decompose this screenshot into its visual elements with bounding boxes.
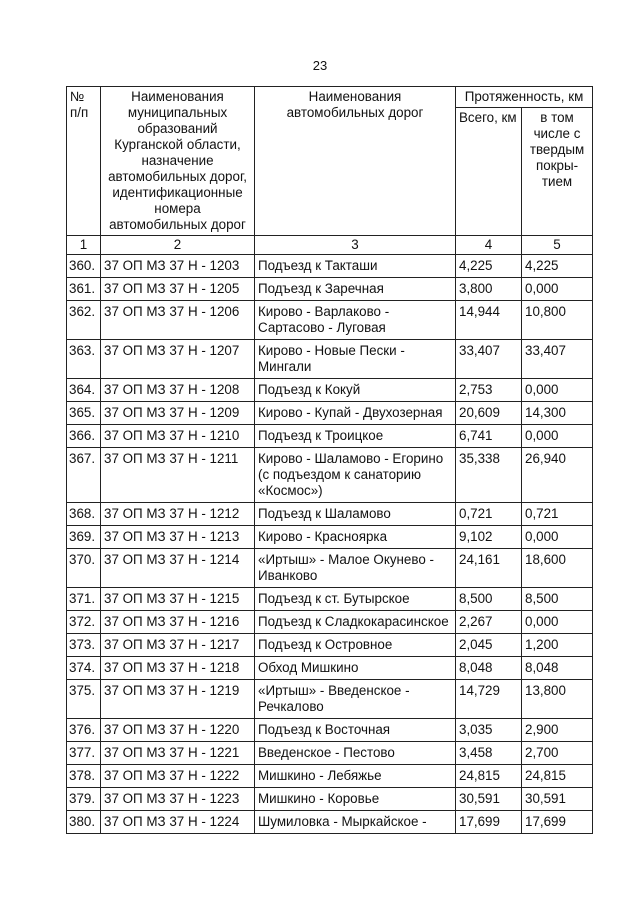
length-total: 3,458 [456,742,522,765]
length-total: 3,035 [456,719,522,742]
column-index-row [67,236,593,255]
table-row [67,340,593,379]
length-hard-surface: 14,300 [522,402,593,425]
table-body [67,255,593,834]
length-hard-surface: 2,700 [522,742,593,765]
road-name: Обход Мишкино [255,657,456,680]
length-total: 3,800 [456,278,522,301]
road-name: Шумиловка - Мыркайское - [255,811,456,834]
length-total: 4,225 [456,255,522,278]
road-name: Подъезд к Шаламово [255,503,456,526]
column-index: 1 [67,236,101,255]
road-name: Кирово - Красноярка [255,526,456,549]
length-hard-surface: 2,900 [522,719,593,742]
row-number: 372. [67,611,101,634]
road-code: 37 ОП МЗ 37 Н - 1221 [101,742,255,765]
length-total: 17,699 [456,811,522,834]
road-code: 37 ОП МЗ 37 Н - 1213 [101,526,255,549]
row-number: 376. [67,719,101,742]
length-hard-surface: 8,048 [522,657,593,680]
length-total: 2,267 [456,611,522,634]
road-code: 37 ОП МЗ 37 Н - 1216 [101,611,255,634]
table-row [67,448,593,503]
table-row [67,634,593,657]
length-hard-surface: 0,000 [522,526,593,549]
length-hard-surface: 1,200 [522,634,593,657]
table-row [67,526,593,549]
road-name: Подъезд к Троицкое [255,425,456,448]
length-total: 8,500 [456,588,522,611]
table-row [67,588,593,611]
road-code: 37 ОП МЗ 37 Н - 1207 [101,340,255,379]
length-hard-surface: 0,721 [522,503,593,526]
table-row [67,549,593,588]
table-row [67,301,593,340]
row-number: 370. [67,549,101,588]
road-code: 37 ОП МЗ 37 Н - 1222 [101,765,255,788]
road-code: 37 ОП МЗ 37 Н - 1219 [101,680,255,719]
road-code: 37 ОП МЗ 37 Н - 1220 [101,719,255,742]
table-row [67,379,593,402]
road-code: 37 ОП МЗ 37 Н - 1208 [101,379,255,402]
row-number: 380. [67,811,101,834]
row-number: 378. [67,765,101,788]
length-hard-surface: 18,600 [522,549,593,588]
row-number: 374. [67,657,101,680]
road-name: Кирово - Новые Пески - Мингали [255,340,456,379]
length-total: 24,161 [456,549,522,588]
header-code: Наименования муниципальных образований Курганской области, назначение автомобильных дорог, идентификационные номера автомобильных дорог [101,87,255,236]
column-index: 4 [456,236,522,255]
road-code: 37 ОП МЗ 37 Н - 1224 [101,811,255,834]
header-hard-surface: в том числе с твердым покры-тием [522,108,593,236]
row-number: 373. [67,634,101,657]
road-name: Подъезд к Кокуй [255,379,456,402]
table-row [67,657,593,680]
length-total: 30,591 [456,788,522,811]
road-code: 37 ОП МЗ 37 Н - 1217 [101,634,255,657]
road-code: 37 ОП МЗ 37 Н - 1212 [101,503,255,526]
road-code: 37 ОП МЗ 37 Н - 1209 [101,402,255,425]
column-index: 2 [101,236,255,255]
road-code: 37 ОП МЗ 37 Н - 1203 [101,255,255,278]
road-name: Кирово - Шаламово - Егорино (с подъездом к санаторию «Космос») [255,448,456,503]
row-number: 377. [67,742,101,765]
length-total: 14,729 [456,680,522,719]
length-total: 8,048 [456,657,522,680]
road-name: Мишкино - Коровье [255,788,456,811]
length-total: 20,609 [456,402,522,425]
table-row [67,765,593,788]
road-code: 37 ОП МЗ 37 Н - 1218 [101,657,255,680]
road-name: Мишкино - Лебяжье [255,765,456,788]
length-hard-surface: 8,500 [522,588,593,611]
row-number: 365. [67,402,101,425]
row-number: 369. [67,526,101,549]
row-number: 379. [67,788,101,811]
table-row [67,680,593,719]
table-header [67,87,593,255]
length-total: 2,045 [456,634,522,657]
length-total: 35,338 [456,448,522,503]
road-name: Подъезд к Островное [255,634,456,657]
header-total: Всего, км [456,108,522,236]
length-total: 0,721 [456,503,522,526]
road-code: 37 ОП МЗ 37 Н - 1206 [101,301,255,340]
road-code: 37 ОП МЗ 37 Н - 1215 [101,588,255,611]
row-number: 362. [67,301,101,340]
page-number: 23 [312,58,328,73]
road-name: Подъезд к Восточная [255,719,456,742]
road-code: 37 ОП МЗ 37 Н - 1214 [101,549,255,588]
table-row [67,811,593,834]
road-code: 37 ОП МЗ 37 Н - 1211 [101,448,255,503]
length-hard-surface: 13,800 [522,680,593,719]
length-hard-surface: 0,000 [522,611,593,634]
table-row [67,255,593,278]
row-number: 371. [67,588,101,611]
row-number: 363. [67,340,101,379]
row-number: 364. [67,379,101,402]
road-name: Подъезд к Заречная [255,278,456,301]
table-row [67,278,593,301]
road-name: Подъезд к ст. Бутырское [255,588,456,611]
column-index: 5 [522,236,593,255]
length-total: 33,407 [456,340,522,379]
road-code: 37 ОП МЗ 37 Н - 1223 [101,788,255,811]
row-number: 367. [67,448,101,503]
length-hard-surface: 26,940 [522,448,593,503]
road-name: Подъезд к Такташи [255,255,456,278]
length-hard-surface: 0,000 [522,379,593,402]
table-row [67,611,593,634]
road-name: Кирово - Купай - Двухозерная [255,402,456,425]
road-name: Подъезд к Сладкокарасинское [255,611,456,634]
column-index: 3 [255,236,456,255]
roads-table [66,86,593,834]
length-hard-surface: 17,699 [522,811,593,834]
length-hard-surface: 0,000 [522,278,593,301]
length-total: 9,102 [456,526,522,549]
length-total: 14,944 [456,301,522,340]
row-number: 368. [67,503,101,526]
header-length: Протяженность, км [456,87,593,108]
road-name: Введенское - Пестово [255,742,456,765]
table-row [67,719,593,742]
header-road-name: Наименования автомобильных дорог [255,87,456,236]
row-number: 366. [67,425,101,448]
length-total: 24,815 [456,765,522,788]
table-row [67,503,593,526]
length-hard-surface: 10,800 [522,301,593,340]
row-number: 361. [67,278,101,301]
road-code: 37 ОП МЗ 37 Н - 1210 [101,425,255,448]
length-hard-surface: 24,815 [522,765,593,788]
road-name: Кирово - Варлаково - Сартасово - Луговая [255,301,456,340]
length-total: 2,753 [456,379,522,402]
length-hard-surface: 30,591 [522,788,593,811]
road-name: «Иртыш» - Введенское - Речкалово [255,680,456,719]
length-hard-surface: 4,225 [522,255,593,278]
table-row [67,402,593,425]
road-name: «Иртыш» - Малое Окунево - Иванково [255,549,456,588]
length-hard-surface: 33,407 [522,340,593,379]
table-row [67,788,593,811]
table-row [67,742,593,765]
row-number: 375. [67,680,101,719]
header-num: № п/п [67,87,101,236]
road-code: 37 ОП МЗ 37 Н - 1205 [101,278,255,301]
length-total: 6,741 [456,425,522,448]
table-row [67,425,593,448]
row-number: 360. [67,255,101,278]
length-hard-surface: 0,000 [522,425,593,448]
